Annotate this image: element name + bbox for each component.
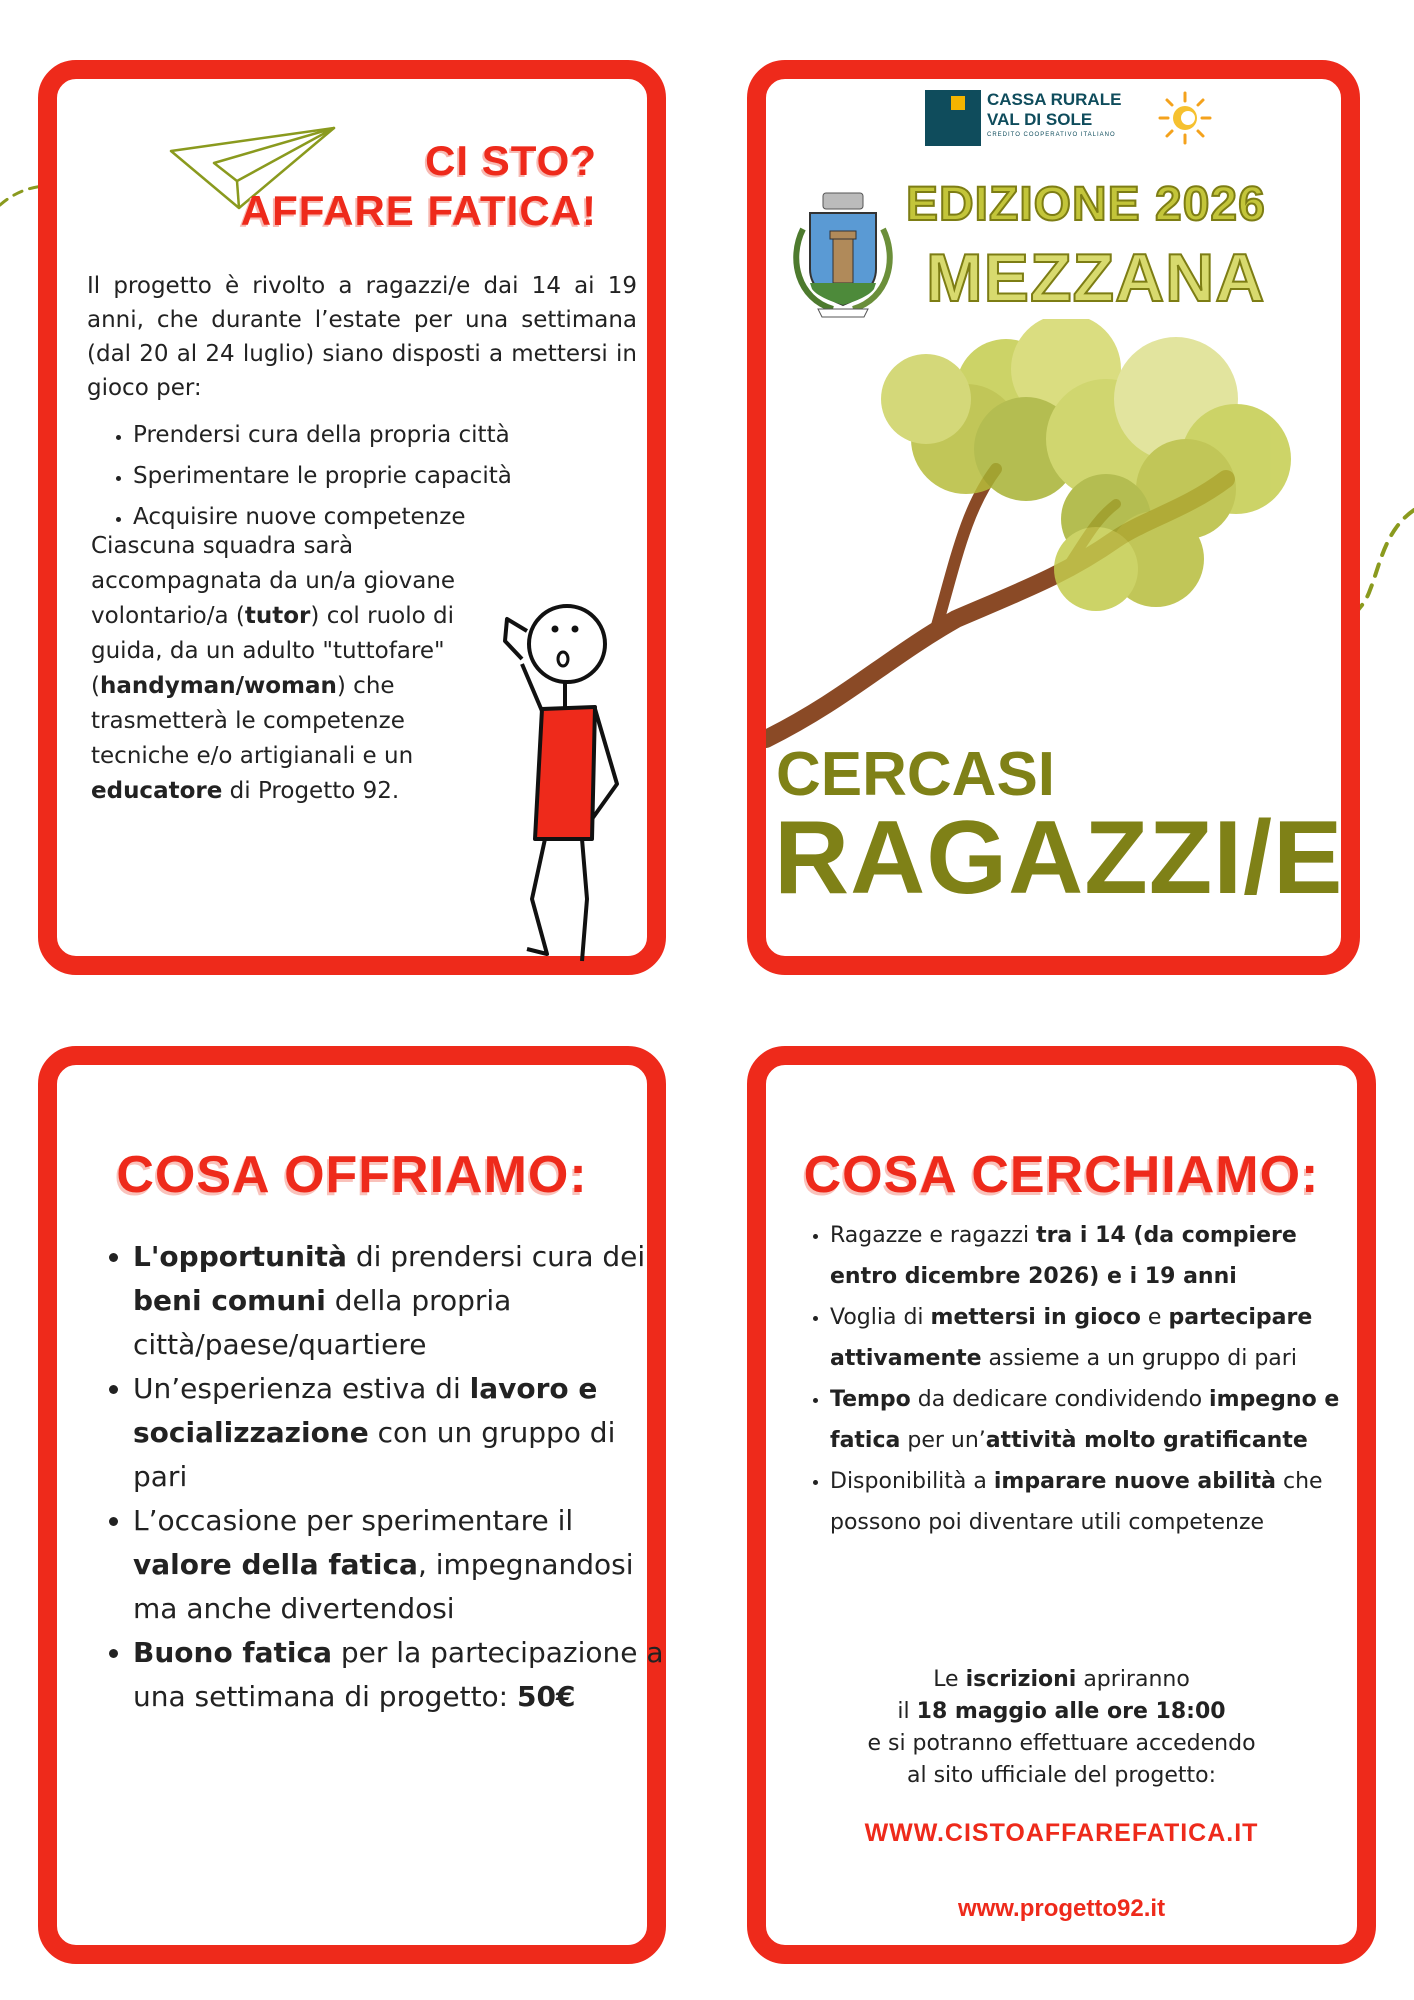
town-title: MEZZANA <box>926 240 1266 316</box>
intro-card <box>38 60 666 975</box>
registration-info: Le iscrizioni apriranno il 18 maggio alle ore 18:00 e si potranno effettuare accedendo al sito ufficiale del progetto: <box>867 1667 1256 1788</box>
ragazzi-title: RAGAZZI/E <box>774 800 1344 916</box>
seek-title: COSA CERCHIAMO: <box>803 1146 1320 1204</box>
list-item: • Acquisire nuove competenze <box>133 497 673 538</box>
seek-card <box>747 1046 1376 1964</box>
intro-goals-list <box>87 415 673 538</box>
edition-title: EDIZIONE 2026 <box>906 178 1266 231</box>
municipal-coat-of-arms-icon <box>788 189 898 321</box>
intro-title-line1: CI STO? <box>425 137 597 184</box>
offer-list <box>89 1235 673 1719</box>
sun-icon <box>1157 90 1213 146</box>
intro-title-line2: AFFARE FATICA! <box>240 187 597 234</box>
sponsor-name-line1: CASSA RURALE <box>987 90 1122 109</box>
sponsor-logo <box>925 88 1215 152</box>
intro-team-paragraph: Ciascuna squadra sarà accompagnata da un/a giovane volontario/a (tutor) col ruolo di guida, da un adulto "tuttofare" (handyman/woman) che trasmetterà le competenze tecniche e/o artigianali e un educatore di Progetto 92. <box>91 533 456 804</box>
offer-card <box>38 1046 666 1964</box>
cover-card <box>747 60 1360 975</box>
list-item: • L’occasione per sperimentare il valore della fatica, impegnandosi ma anche divertendosi <box>133 1499 673 1631</box>
offer-title: COSA OFFRIAMO: <box>116 1146 588 1204</box>
seek-list <box>796 1215 1365 1543</box>
cercasi-title: CERCASI <box>776 740 1056 809</box>
list-item: • Tempo da dedicare condividendo impegno e fatica per un’attività molto gratificante <box>830 1379 1365 1461</box>
list-item: • Un’esperienza estiva di lavoro e socializzazione con un gruppo di pari <box>133 1367 673 1499</box>
list-item: • Buono fatica per la partecipazione a una settimana di progetto: 50€ <box>133 1631 673 1719</box>
tree-branch-illustration <box>766 319 1341 759</box>
list-item: • L'opportunità di prendersi cura dei beni comuni della propria città/paese/quartiere <box>133 1235 673 1367</box>
list-item: • Ragazze e ragazzi tra i 14 (da compiere entro dicembre 2026) e i 19 anni <box>830 1215 1365 1297</box>
list-item: • Prendersi cura della propria città <box>133 415 673 456</box>
website-link[interactable]: WWW.CISTOAFFAREFATICA.IT <box>864 1819 1259 1847</box>
sponsor-name-line3: CREDITO COOPERATIVO ITALIANO <box>987 132 1116 138</box>
list-item: • Voglia di mettersi in gioco e partecipare attivamente assieme a un gruppo di pari <box>830 1297 1365 1379</box>
sponsor-square-icon <box>925 90 981 146</box>
list-item: • Sperimentare le proprie capacità <box>133 456 673 497</box>
list-item: • Disponibilità a imparare nuove abilità che possono poi diventare utili competenze <box>830 1461 1365 1543</box>
thinking-stick-figure <box>487 599 647 974</box>
progetto92-link[interactable]: www.progetto92.it <box>957 1895 1166 1922</box>
sponsor-name-line2: VAL DI SOLE <box>987 110 1093 129</box>
intro-description: Il progetto è rivolto a ragazzi/e dai 14 ai 19 anni, che durante l’estate per una settimana (dal 20 al 24 luglio) siano disposti a mettersi in gioco per: <box>87 273 637 401</box>
